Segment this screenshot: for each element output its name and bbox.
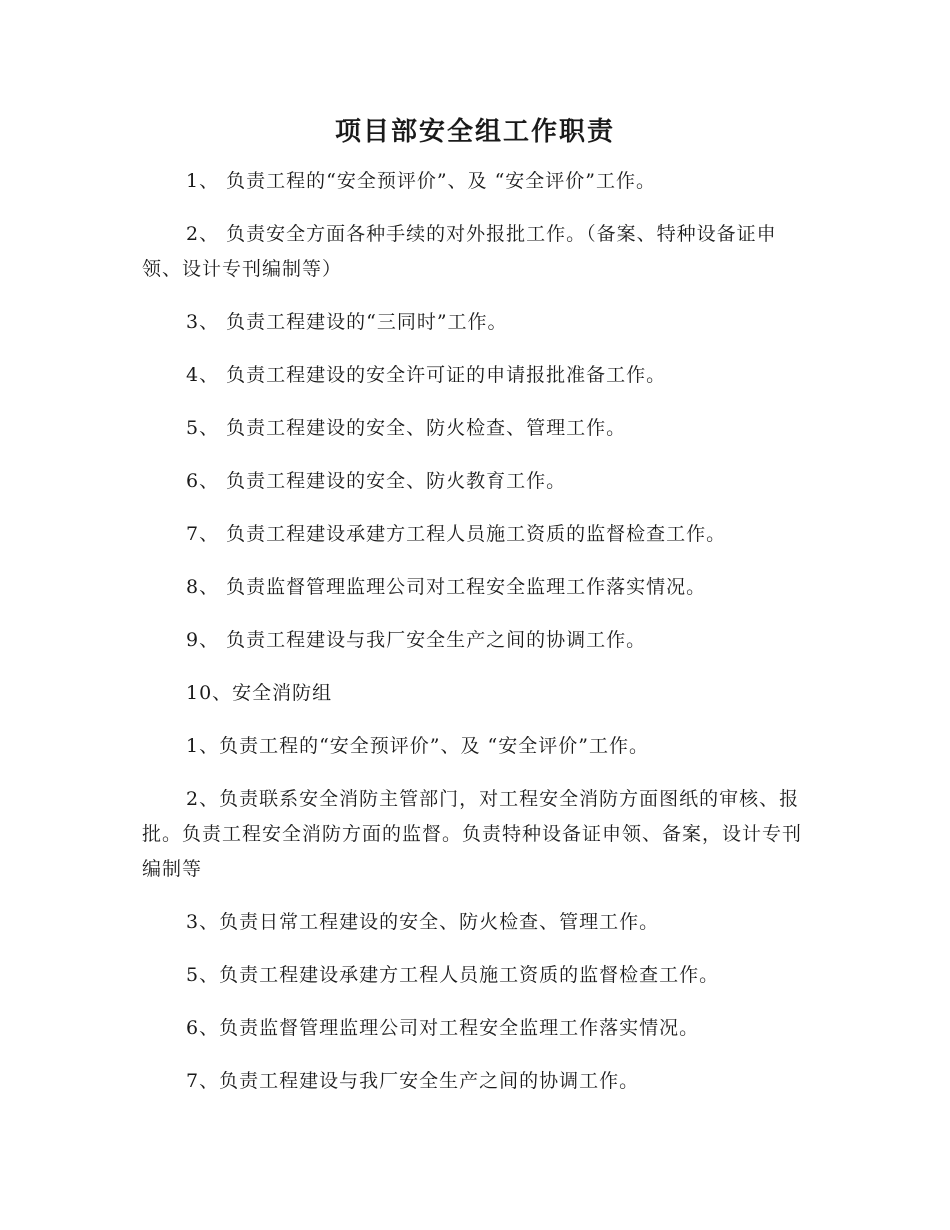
paragraph-2: 2、 负责安全方面各种手续的对外报批工作。（备案、特种设备证申领、设计专刊编制等）: [142, 223, 777, 280]
paragraph-16: 7、负责工程建设与我厂安全生产之间的协调工作。: [186, 1070, 640, 1092]
paragraph-6: 6、 负责工程建设的安全、防火教育工作。: [186, 470, 567, 492]
paragraph-7: 7、 负责工程建设承建方工程人员施工资质的监督检查工作。: [186, 523, 727, 545]
page-title: 项目部安全组工作职责: [334, 117, 615, 147]
paragraph-14: 5、负责工程建设承建方工程人员施工资质的监督检查工作。: [186, 964, 720, 986]
paragraph-15: 6、负责监督管理监理公司对工程安全监理工作落实情况。: [186, 1017, 700, 1039]
paragraph-1: 1、 负责工程的“安全预评价”、及 “安全评价”工作。: [186, 170, 657, 192]
paragraph-5: 5、 负责工程建设的安全、防火检查、管理工作。: [186, 417, 627, 439]
paragraph-11: 1、负责工程的“安全预评价”、及 “安全评价”工作。: [186, 735, 649, 757]
paragraph-12: 2、负责联系安全消防主管部门，对工程安全消防方面图纸的审核、报批。负责工程安全消防方面的监督。负责特种设备证申领、备案，设计专刊编制等: [142, 788, 803, 880]
paragraph-8: 8、 负责监督管理监理公司对工程安全监理工作落实情况。: [186, 576, 707, 598]
document-body: [142, 164, 807, 1117]
paragraph-13: 3、负责日常工程建设的安全、防火检查、管理工作。: [186, 911, 660, 933]
section-heading-fire-safety: 10、安全消防组: [186, 682, 333, 704]
paragraph-9: 9、 负责工程建设与我厂安全生产之间的协调工作。: [186, 629, 647, 651]
paragraph-4: 4、 负责工程建设的安全许可证的申请报批准备工作。: [186, 364, 667, 386]
paragraph-3: 3、 负责工程建设的“三同时”工作。: [186, 311, 508, 333]
